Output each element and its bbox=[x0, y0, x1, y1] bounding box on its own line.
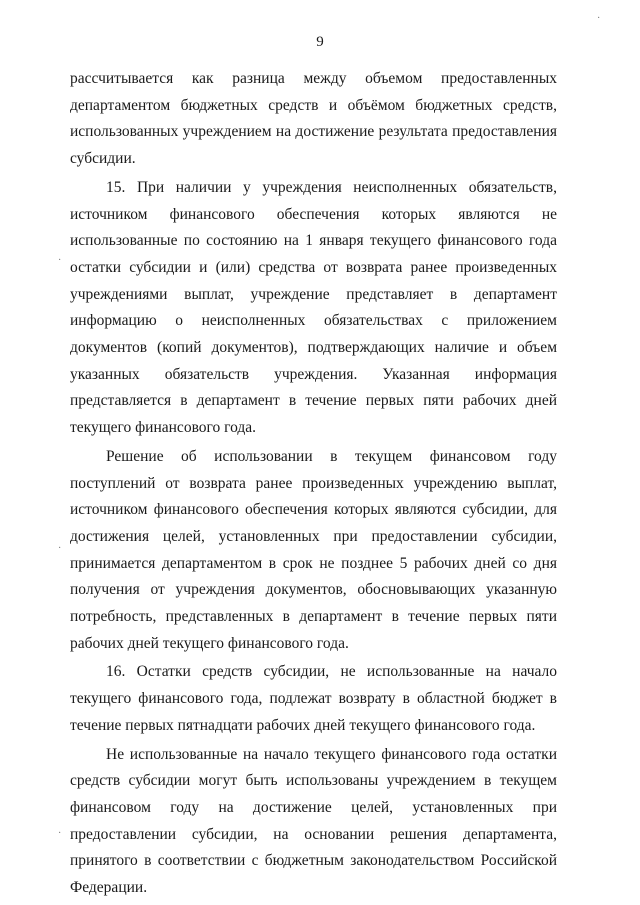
scan-speck: · bbox=[597, 13, 601, 24]
paragraph-clause-15: 15. При наличии у учреждения неисполненных обязательств, источником финансового обеспечения которых являются не использованные по состоянию на 1 января текущего финансового года остатки субсидии и (или) средства от возврата ранее произведенных учреждениями выплат, учреждение представляет в департамент информацию о неисполненных обязательствах с приложением документов (копий документов), подтверждающих наличие и объем указанных обязательств учреждения. Указанная информация представляется в департамент в течение первых пяти рабочих дней текущего финансового года. bbox=[70, 178, 557, 437]
scan-speck: · bbox=[58, 543, 62, 554]
paragraph-clause-16: 16. Остатки средств субсидии, не использованные на начало текущего финансового года, подлежат возврату в областной бюджет в течение первых пятнадцати рабочих дней текущего финансового года. bbox=[70, 663, 557, 734]
paragraph-continuation: рассчитывается как разница между объемом предоставленных департаментом бюджетных средств и объёмом бюджетных средств, использованных учреждением на достижение результата предоставления субсидии. bbox=[70, 70, 557, 168]
page-number: 9 bbox=[316, 34, 324, 50]
scan-speck: · bbox=[58, 255, 62, 266]
document-body bbox=[70, 66, 557, 902]
scan-speck: · bbox=[58, 828, 62, 839]
paragraph-decision: Решение об использовании в текущем финансовом году поступлений от возврата ранее произведенных учреждению выплат, источником финансового обеспечения которых являются субсидии, для достижения целей, установленных при предоставлении субсидии, принимается департаментом в срок не позднее 5 рабочих дней со дня получения от учреждения документов, обосновывающих указанную потребность, представленных в департамент в течение первых пяти рабочих дней текущего финансового года. bbox=[70, 447, 557, 652]
paragraph-unused-balances: Не использованные на начало текущего финансового года остатки средств субсидии могут быть использованы учреждением в текущем финансовом году на достижение целей, установленных при предоставлении субсидии, на основании решения департамента, принятого в соответствии с бюджетным законодательством Российской Федерации. bbox=[70, 745, 557, 897]
